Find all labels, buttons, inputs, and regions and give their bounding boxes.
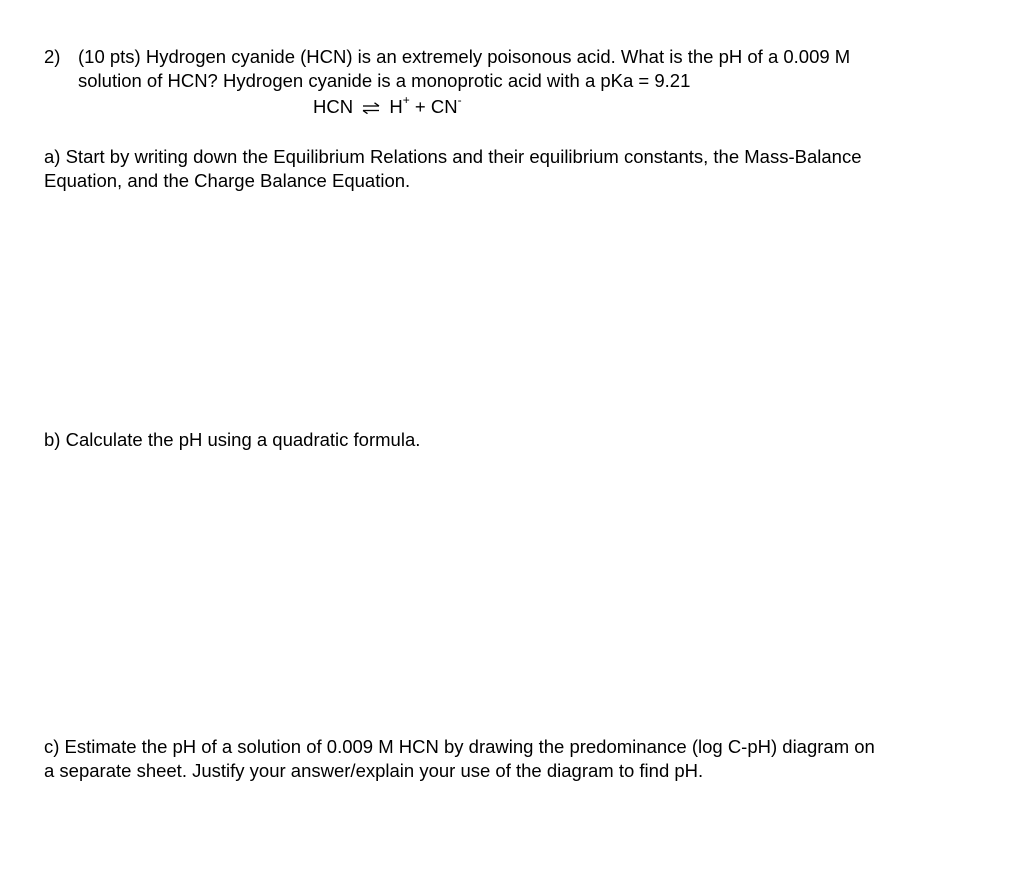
question-header bbox=[44, 45, 1004, 93]
part-c-line-1: c) Estimate the pH of a solution of 0.009 M HCN by drawing the predominance (log C-pH) diagram on bbox=[44, 736, 875, 757]
equation-product-1-charge: + bbox=[402, 92, 410, 107]
part-a-line-2: Equation, and the Charge Balance Equation. bbox=[44, 170, 411, 191]
equation-product-2: CN bbox=[430, 96, 458, 117]
part-b bbox=[44, 428, 1004, 452]
part-c bbox=[44, 735, 1004, 783]
question-line-2 bbox=[44, 69, 1004, 93]
question-text-1: (10 pts) Hydrogen cyanide (HCN) is an extremely poisonous acid. What is the pH of a 0.009 M bbox=[78, 46, 851, 67]
equation-reactant: HCN bbox=[313, 96, 354, 117]
equation-product-1: H bbox=[389, 96, 403, 117]
equation-product-2-charge: - bbox=[457, 92, 462, 107]
question-number: 2) bbox=[44, 46, 61, 67]
dissociation-equation bbox=[313, 92, 462, 119]
equilibrium-arrow-icon bbox=[362, 102, 380, 114]
part-a bbox=[44, 145, 1004, 193]
part-c-line-2: a separate sheet. Justify your answer/explain your use of the diagram to find pH. bbox=[44, 760, 704, 781]
equation-plus: + bbox=[414, 96, 426, 117]
question-line-1 bbox=[44, 45, 1004, 69]
part-a-line-1: a) Start by writing down the Equilibrium Relations and their equilibrium constants, the Mass-Balance bbox=[44, 146, 862, 167]
part-b-line-1: b) Calculate the pH using a quadratic formula. bbox=[44, 429, 421, 450]
question-text-2: solution of HCN? Hydrogen cyanide is a monoprotic acid with a pKa = 9.21 bbox=[78, 70, 691, 91]
